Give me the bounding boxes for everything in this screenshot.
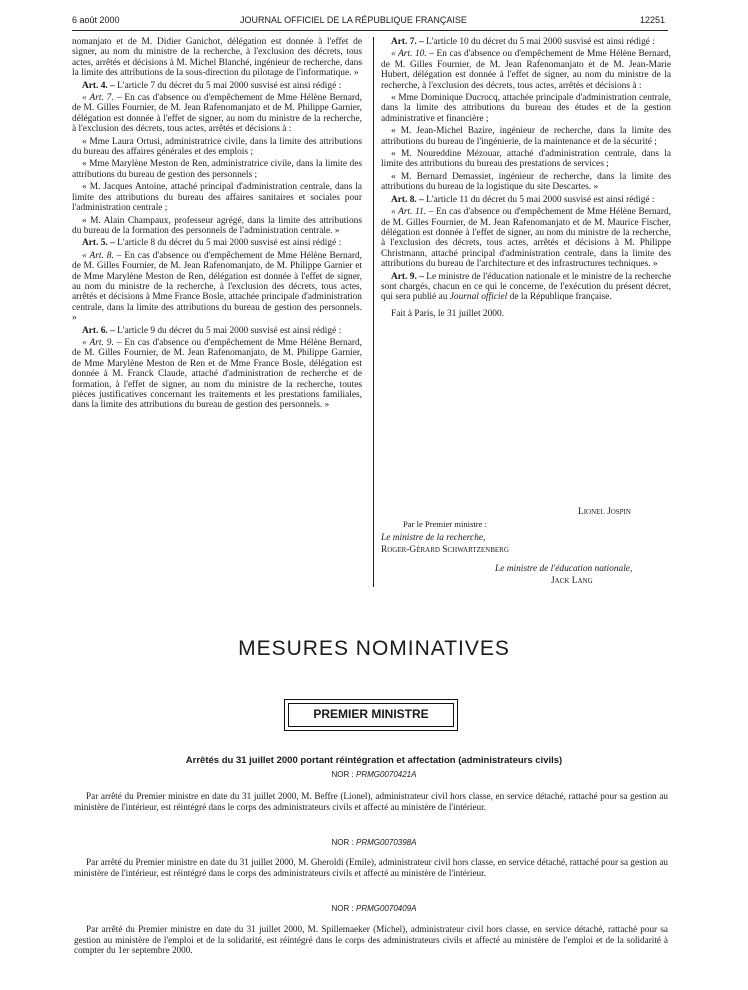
- column-divider: [373, 37, 374, 587]
- article-4: [72, 81, 362, 91]
- article-text: – En cas d'absence ou d'empêchement de Mme Hélène Bernard, de M. Gilles Fournier, de M. Jean Rafenomanjato, de M. Philippe Garnier, de Mme Marylène Meston de Ren et de Mme France Bosle, délégation est donnée à M. Franck Claude, attaché d'administration de recherche et de formation, à l'effet de signer, au nom du ministre de la recherche, toutes pièces justificatives concernant les traitements et les prestations familiales, dans la limite des attributions du bureau de gestion des personnels. »: [72, 337, 363, 411]
- ministre-education-label: Le ministre de l'éducation nationale,: [495, 564, 633, 574]
- ministry-box: [284, 699, 458, 731]
- arretes-title: Arrêtés du 31 juillet 2000 portant réintégration et affectation (administrateurs civils): [185, 755, 563, 766]
- article-text: – En cas d'absence ou d'empêchement de Mme Hélène Bernard, de M. Gilles Fournier, de M. Jean Rafenomanjato et de M. Maurice Fischer, délégation est donnée à l'effet de signer, au nom du ministre de la recherche, à l'exclusion des décrets, tous actes, arrêtés et décisions à M. Philippe Christmann, attaché principal d'administration centrale, dans la limite des attributions du bureau de l'architecture et des infrastructures techniques. »: [381, 207, 671, 270]
- article-8: [381, 195, 671, 205]
- arrete-item-1: Par arrêté du Premier ministre en date du 31 juillet 2000, M. Beffre (Lionel), administrateur civil hors classe, en service détaché, rattaché pour sa gestion au ministère de l'intérieur, est réintégré dans le corps des administrateurs civils et affecté au ministère de l'intérieur.: [74, 791, 668, 812]
- article-label: « Art. 8.: [82, 250, 114, 261]
- fait-a-paris: Fait à Paris, le 31 juillet 2000.: [391, 308, 505, 319]
- article-9-quote: [72, 338, 362, 411]
- paragraph: « M. Jacques Antoine, attaché principal d'administration centrale, dans la limite des attributions du bureau des affaires sanitaires et sociales pour l'administration centrale ;: [72, 182, 362, 214]
- article-9: [381, 272, 671, 303]
- journal-title: JOURNAL OFFICIEL DE LA RÉPUBLIQUE FRANÇAISE: [240, 15, 467, 25]
- nor-code: PRMG0070398A: [355, 838, 417, 847]
- nor-prefix: NOR :: [331, 904, 354, 913]
- article-text: Le ministre de l'éducation nationale et le ministre de la recherche sont chargés, chacun en ce qui le concerne, de l'exécution du présent décret, qui sera publié au: [381, 271, 671, 303]
- right-column: [381, 37, 671, 321]
- signature-schwartzenberg: Roger-Gérard Schwartzenberg: [381, 545, 509, 555]
- paragraph: « Mme Dominique Ducrocq, attachée principale d'administration centrale, dans la limite des attributions du bureau des études et de la gestion administrative et financière ;: [381, 93, 671, 124]
- article-text: L'article 8 du décret du 5 mai 2000 susvisé est ainsi rédigé :: [117, 238, 342, 249]
- paragraph: « M. Jean-Michel Bazire, ingénieur de recherche, dans la limite des attributions du bureau de l'ingénierie, de la maintenance et de la sécurité ;: [381, 126, 671, 147]
- paragraph: « Mme Laura Ortusi, administratrice civile, dans la limite des attributions du bureau des affaires générales et des emplois ;: [72, 136, 362, 158]
- par-premier-ministre: Par le Premier ministre :: [403, 519, 488, 529]
- section-title: MESURES NOMINATIVES: [238, 637, 510, 660]
- ministry-box-label: PREMIER MINISTRE: [288, 703, 454, 727]
- issue-date: 6 août 2000: [72, 15, 120, 25]
- article-label: Art. 6. –: [82, 325, 115, 336]
- article-text: L'article 7 du décret du 5 mai 2000 susvisé est ainsi rédigé :: [117, 80, 342, 91]
- page-number: 12251: [640, 15, 666, 25]
- article-6: [72, 326, 362, 336]
- nor-line-3: [0, 904, 748, 913]
- article-11-quote: [381, 207, 671, 269]
- paragraph: « M. Alain Champaux, professeur agrégé, dans la limite des attributions du bureau de la formation des personnels de l'administration centrale. »: [72, 215, 362, 236]
- left-column: [72, 37, 362, 413]
- paragraph: « M. Bernard Demassiet, ingénieur de recherche, dans la limite des attributions du bureau de la logistique du site Descartes. »: [381, 171, 671, 193]
- nor-code: PRMG0070421A: [355, 770, 417, 779]
- paragraph: « M. Noureddine Mézouar, attaché d'administration centrale, dans la limite des attributions du bureau des prestations de services ;: [381, 149, 671, 170]
- article-10-quote: [381, 49, 671, 91]
- signature-jospin: Lionel Jospin: [578, 507, 631, 517]
- article-text: de la République française.: [509, 292, 612, 303]
- nor-code: PRMG0070409A: [355, 904, 417, 913]
- article-text: L'article 9 du décret du 5 mai 2000 susvisé est ainsi rédigé :: [117, 325, 342, 336]
- article-text: – En cas d'absence ou d'empêchement de Mme Hélène Bernard, de M. Gilles Fournier, de M. Jean Rafenomanjato et de M. Philippe Garnier, délégation est donnée à l'effet de signer, au nom du ministre de la recherche, à l'exclusion des décrets, tous actes, arrêtés et décisions à :: [72, 93, 363, 135]
- article-7: [381, 37, 671, 47]
- nor-prefix: NOR :: [331, 770, 354, 779]
- article-label: « Art. 11.: [391, 207, 427, 218]
- journal-officiel-ref: Journal officiel: [449, 292, 508, 303]
- article-label: Art. 8. –: [391, 194, 424, 205]
- article-label: Art. 4. –: [82, 80, 115, 91]
- article-label: « Art. 7.: [82, 93, 114, 104]
- article-text: L'article 10 du décret du 5 mai 2000 susvisé est ainsi rédigé :: [426, 37, 655, 47]
- ministre-recherche-label: Le ministre de la recherche,: [381, 533, 486, 543]
- article-label: Art. 9. –: [391, 271, 424, 282]
- nor-line-1: [0, 770, 748, 779]
- article-7-quote: [72, 93, 362, 135]
- article-5: [72, 238, 362, 248]
- signature-lang: Jack Lang: [551, 576, 593, 586]
- header-rule: [72, 30, 668, 31]
- arrete-item-2: Par arrêté du Premier ministre en date du 31 juillet 2000, M. Gheroldi (Emile), administrateur civil hors classe, en service détaché, rattaché pour sa gestion au ministère de l'intérieur, est réintégré dans le corps des administrateurs civils et affecté au ministère de l'intérieur.: [74, 857, 668, 878]
- article-text: – En cas d'absence ou d'empêchement de Mme Hélène Bernard, de M. Gilles Fournier, de M. Jean Rafenomanjato, de M. Philippe Garnier et de Mme Marylène Meston de Ren, délégation est donnée à l'effet de signer, au nom du ministre de la recherche, à l'exclusion des décrets, tous actes, arrêtés et décisions à Mme France Bosle, attachée principale d'administration centrale, dans la limite des attributions du bureau de gestion des personnels. »: [72, 250, 363, 324]
- arrete-item-3: Par arrêté du Premier ministre en date du 31 juillet 2000, M. Spillemaeker (Michel), administrateur civil hors classe, en service détaché, rattaché pour sa gestion au ministère de l'emploi et de la solidarité, est réintégré dans le corps des administrateurs civils et affecté au ministère de l'emploi et de la solidarité à compter du 1er septembre 2000.: [74, 924, 668, 955]
- article-label: « Art. 9.: [82, 337, 114, 348]
- article-label: Art. 5. –: [82, 238, 115, 249]
- article-text: – En cas d'absence ou d'empêchement de Mme Hélène Bernard, de M. Gilles Fournier, de M. Jean Rafenomanjato et de M. Jean-Marie Hubert, délégation est donnée à l'effet de signer, au nom du ministre de la recherche, à l'exclusion des décrets, tous actes, arrêtés et décisions à :: [381, 49, 672, 91]
- nor-prefix: NOR :: [331, 838, 354, 847]
- article-8-quote: [72, 251, 362, 324]
- paragraph: nomanjato et de M. Didier Ganichot, délégation est donnée à l'effet de signer, au nom du ministre de la recherche, à l'exclusion des décrets, tous actes, arrêtés et décisions à M. Michel Blanché, ingénieur de recherche, dans la limite des attributions de la sous-direction du pilotage de l'informatique. »: [72, 37, 362, 79]
- article-label: Art. 7. –: [391, 37, 424, 47]
- article-label: « Art. 10.: [391, 49, 427, 60]
- nor-line-2: [0, 838, 748, 847]
- paragraph: « Mme Marylène Meston de Ren, administratrice civile, dans la limite des attributions du bureau de gestion des personnels ;: [72, 159, 362, 180]
- article-text: L'article 11 du décret du 5 mai 2000 susvisé est ainsi rédigé :: [426, 194, 655, 205]
